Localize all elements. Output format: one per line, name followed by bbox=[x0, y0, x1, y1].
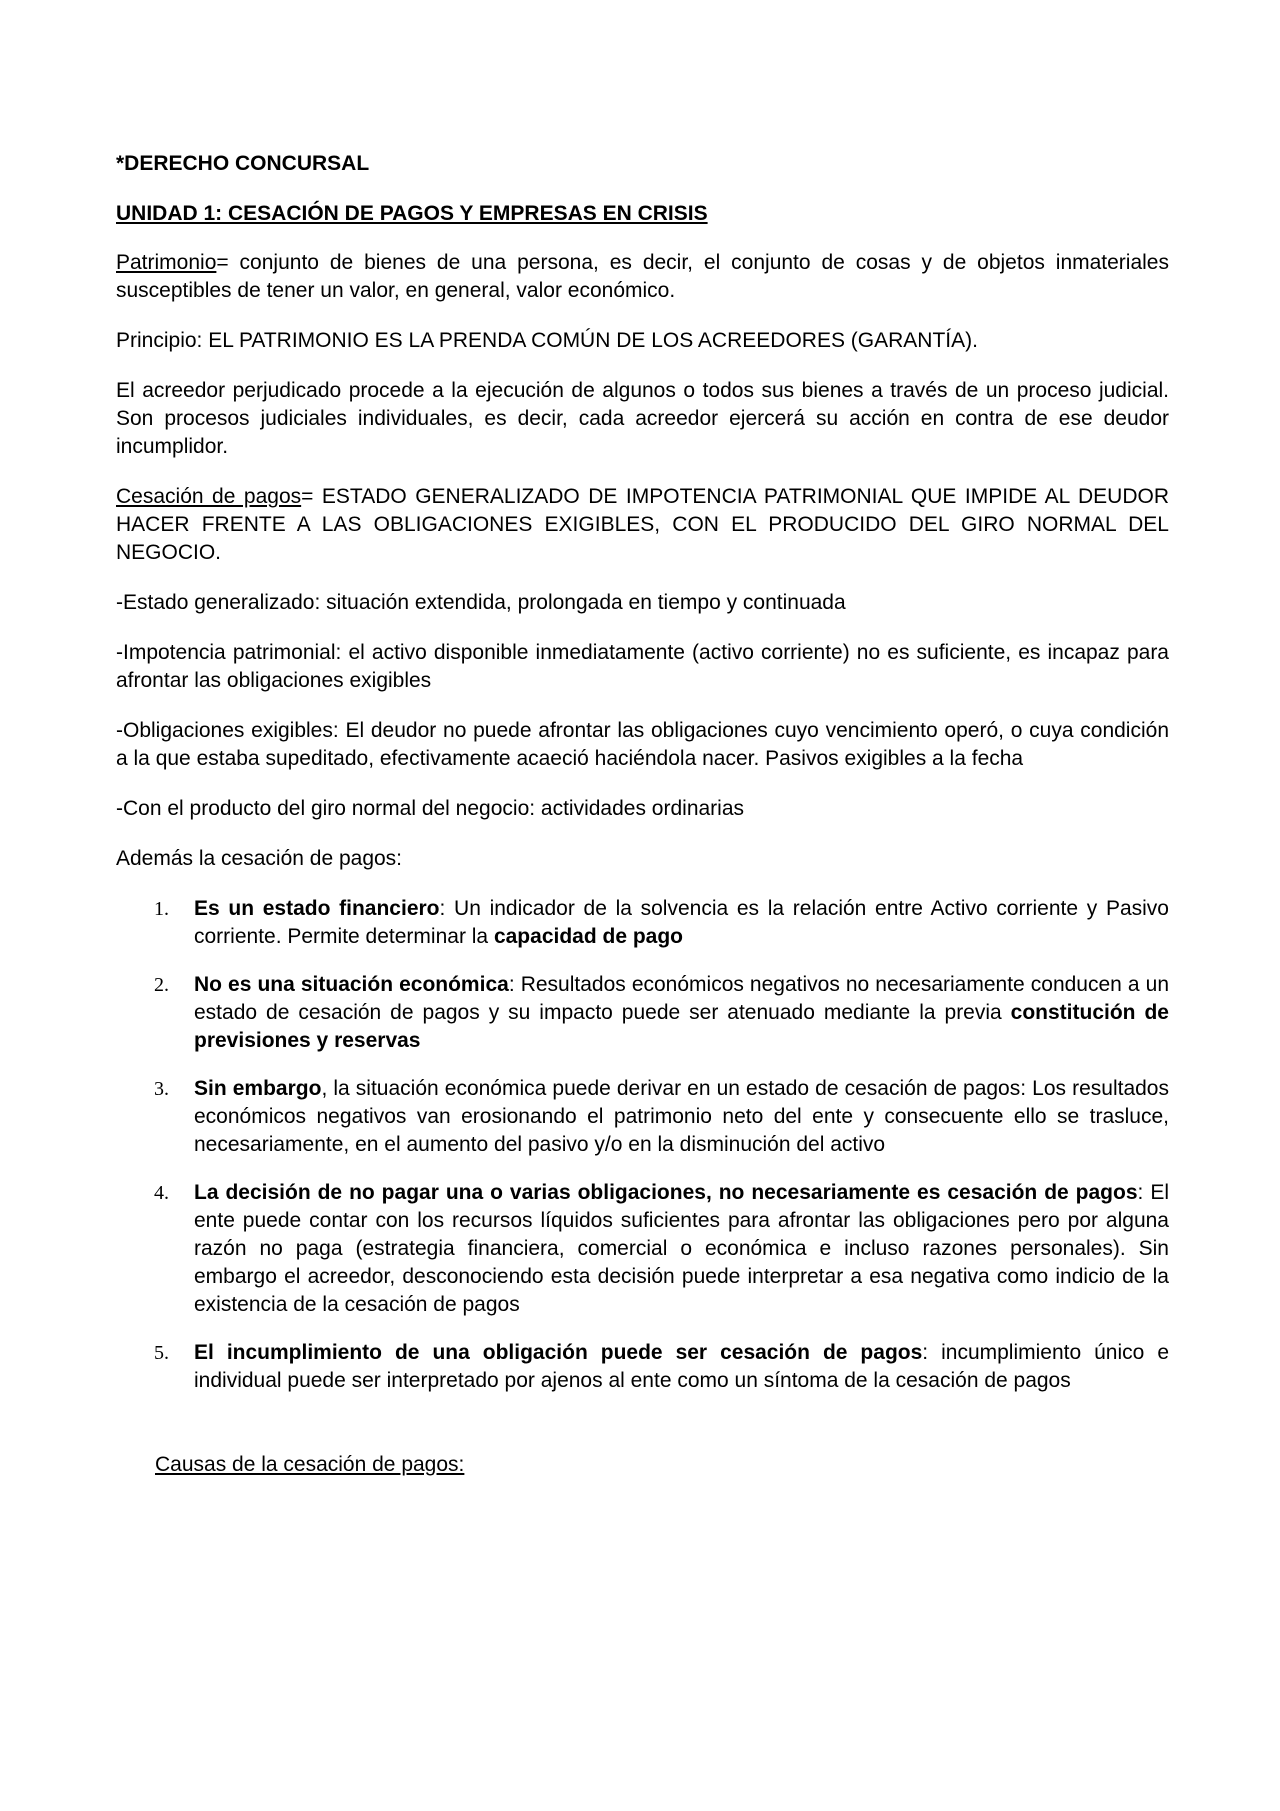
principio-paragraph: Principio: EL PATRIMONIO ES LA PRENDA COMÚN DE LOS ACREEDORES (GARANTÍA). bbox=[116, 329, 978, 352]
list-item bbox=[116, 1339, 1169, 1395]
definition-impotencia-patrimonial: -Impotencia patrimonial: el activo disponible inmediatamente (activo corriente) no es suficiente, es incapaz para afrontar las obligaciones exigibles bbox=[116, 641, 1169, 692]
list-item-bold: El incumplimiento de una obligación puede ser cesación de pagos bbox=[194, 1341, 923, 1364]
cesacion-paragraph bbox=[116, 483, 1169, 567]
list-item bbox=[116, 1179, 1169, 1319]
list-item-bold: No es una situación económica bbox=[194, 973, 509, 996]
cesacion-definition: = ESTADO GENERALIZADO DE IMPOTENCIA PATRIMONIAL QUE IMPIDE AL DEUDOR HACER FRENTE A LAS OBLIGACIONES EXIGIBLES, CON EL PRODUCIDO DEL GIRO NORMAL DEL NEGOCIO. bbox=[116, 485, 1169, 564]
list-item-number: 4. bbox=[154, 1182, 169, 1204]
characteristics-list bbox=[116, 895, 1169, 1395]
unit-title: UNIDAD 1: CESACIÓN DE PAGOS Y EMPRESAS EN CRISIS bbox=[116, 202, 708, 225]
definition-obligaciones-exigibles: -Obligaciones exigibles: El deudor no puede afrontar las obligaciones cuyo vencimiento operó, o cuya condición a la que estaba supeditado, efectivamente acaeció haciéndola nacer. Pasivos exigibles a la fecha bbox=[116, 719, 1169, 770]
patrimonio-definition: = conjunto de bienes de una persona, es decir, el conjunto de cosas y de objetos inmateriales susceptibles de tener un valor, en general, valor económico. bbox=[116, 251, 1169, 302]
list-item-text: , la situación económica puede derivar en un estado de cesación de pagos: Los resultados económicos negativos van erosionando el patrimonio neto del ente y consecuente ello se trasluce, necesariamente, en el aumento del pasivo y/o en la disminución del activo bbox=[194, 1077, 1169, 1156]
causes-heading: Causas de la cesación de pagos: bbox=[155, 1453, 465, 1476]
acreedor-paragraph: El acreedor perjudicado procede a la ejecución de algunos o todos sus bienes a través de un proceso judicial. Son procesos judiciales individuales, es decir, cada acreedor ejercerá su acción en contra de ese deudor incumplidor. bbox=[116, 379, 1169, 458]
list-item-bold: La decisión de no pagar una o varias obligaciones, no necesariamente es cesación de pagos bbox=[194, 1181, 1138, 1204]
list-item-number: 1. bbox=[154, 898, 169, 920]
patrimonio-paragraph bbox=[116, 249, 1169, 305]
list-item-text: : Un indicador de la solvencia es la relación entre Activo corriente y Pasivo corriente. Permite determinar la bbox=[194, 897, 1169, 948]
list-item-text: : El ente puede contar con los recursos líquidos suficientes para afrontar las obligaciones pero por alguna razón no paga (estrategia financiera, comercial o económica e incluso razones personales). Sin embargo el acreedor, desconociendo esta decisión puede interpretar a esa negativa como indicio de la existencia de la cesación de pagos bbox=[194, 1181, 1169, 1316]
definition-estado-generalizado: -Estado generalizado: situación extendida, prolongada en tiempo y continuada bbox=[116, 591, 846, 614]
list-item bbox=[116, 895, 1169, 951]
list-item-number: 2. bbox=[154, 974, 169, 996]
list-item-number: 3. bbox=[154, 1078, 169, 1100]
list-item-text: : Resultados económicos negativos no necesariamente conducen a un estado de cesación de pagos y su impacto puede ser atenuado mediante la previa bbox=[194, 973, 1169, 1024]
list-item-text: : incumplimiento único e individual puede ser interpretado por ajenos al ente como un síntoma de la cesación de pagos bbox=[194, 1341, 1169, 1392]
list-item bbox=[116, 1075, 1169, 1159]
list-item bbox=[116, 971, 1169, 1055]
definition-giro-normal: -Con el producto del giro normal del negocio: actividades ordinarias bbox=[116, 797, 745, 820]
list-item-bold: Es un estado financiero bbox=[194, 897, 440, 920]
list-item-number: 5. bbox=[154, 1342, 169, 1364]
list-item-tail-bold: capacidad de pago bbox=[493, 925, 684, 948]
document-heading: *DERECHO CONCURSAL bbox=[116, 152, 370, 175]
cesacion-term: Cesación de pagos bbox=[116, 485, 302, 508]
list-item-tail-bold: constitución de previsiones y reservas bbox=[194, 1001, 1169, 1052]
patrimonio-term: Patrimonio bbox=[116, 251, 217, 274]
ademas-paragraph: Además la cesación de pagos: bbox=[116, 847, 403, 870]
list-item-bold: Sin embargo bbox=[194, 1077, 322, 1100]
